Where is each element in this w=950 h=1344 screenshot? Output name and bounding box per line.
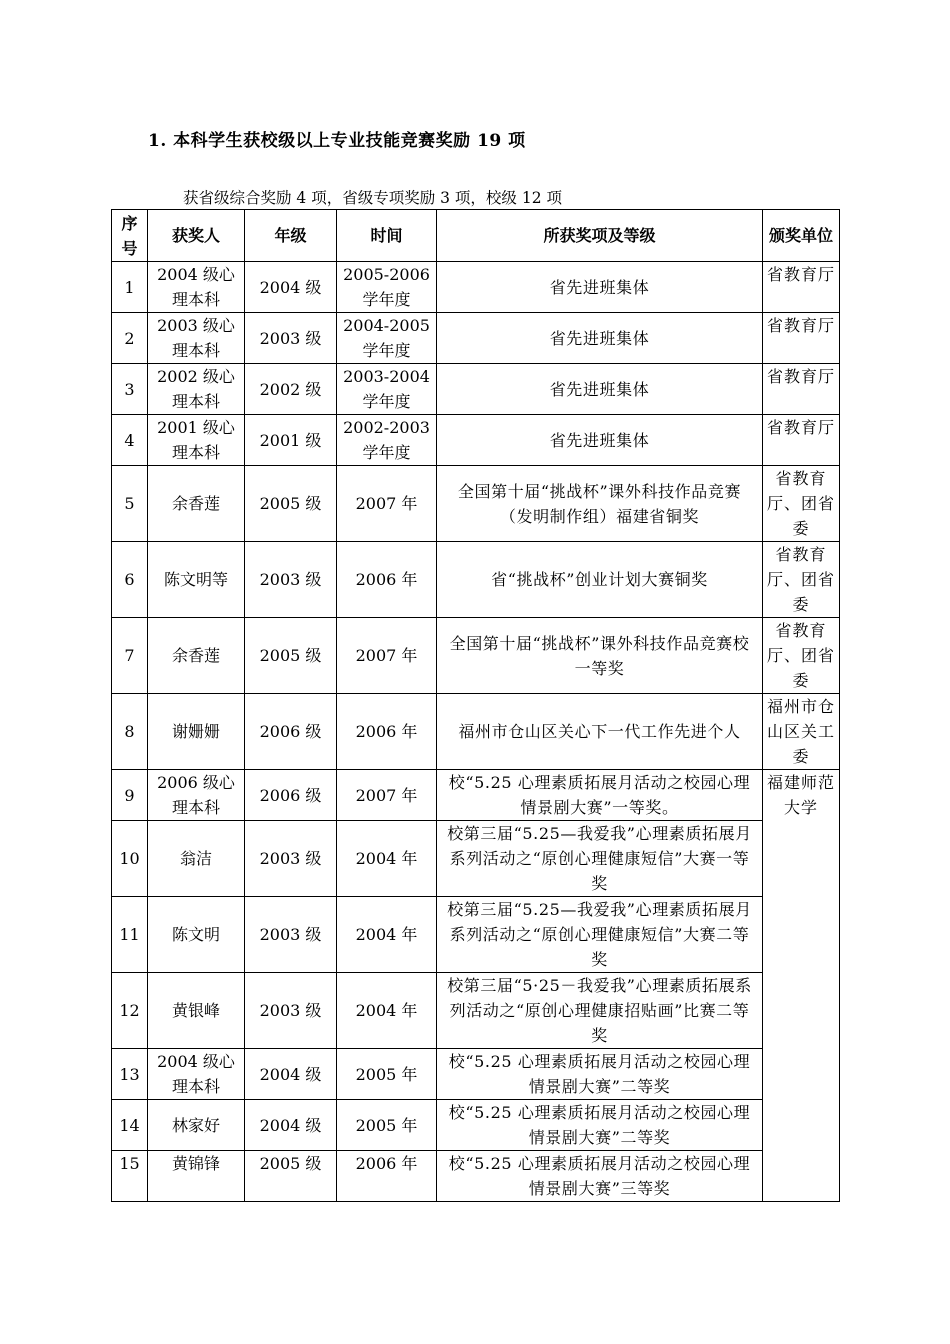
- cell-award: 省先进班集体: [437, 415, 763, 466]
- cell-grade: 2005 级: [245, 466, 337, 542]
- cell-grade: 2004 级: [245, 1049, 337, 1100]
- cell-no: 14: [112, 1100, 148, 1151]
- table-row: [112, 364, 840, 415]
- table-row: [112, 618, 840, 694]
- cell-time: 2004-2005 学年度: [337, 313, 437, 364]
- table-row: [112, 1049, 840, 1100]
- cell-award: 校“5.25 心理素质拓展月活动之校园心理情景剧大赛”二等奖: [437, 1049, 763, 1100]
- table-row: [112, 466, 840, 542]
- cell-winner: 余香莲: [148, 466, 245, 542]
- cell-no: 6: [112, 542, 148, 618]
- cell-winner: 2003 级心理本科: [148, 313, 245, 364]
- cell-no: 12: [112, 973, 148, 1049]
- cell-time: 2005-2006 学年度: [337, 262, 437, 313]
- table-row: [112, 897, 840, 973]
- cell-time: 2006 年: [337, 1151, 437, 1202]
- table-header-row: [112, 210, 840, 262]
- cell-winner: 翁洁: [148, 821, 245, 897]
- cell-award: 省先进班集体: [437, 313, 763, 364]
- awards-table: [111, 209, 840, 1202]
- header-time: 时间: [337, 210, 437, 262]
- cell-award: 省先进班集体: [437, 262, 763, 313]
- table-row: [112, 313, 840, 364]
- cell-award: 校第三届“5.25—我爱我”心理素质拓展月系列活动之“原创心理健康短信”大赛一等奖: [437, 821, 763, 897]
- section-heading: 1. 本科学生获校级以上专业技能竞赛奖励 19 项: [148, 131, 526, 151]
- cell-grade: 2006 级: [245, 770, 337, 821]
- cell-winner: 谢姗姗: [148, 694, 245, 770]
- cell-no: 3: [112, 364, 148, 415]
- cell-winner: 2001 级心理本科: [148, 415, 245, 466]
- cell-grade: 2003 级: [245, 542, 337, 618]
- cell-time: 2006 年: [337, 542, 437, 618]
- cell-time: 2004 年: [337, 821, 437, 897]
- cell-no: 10: [112, 821, 148, 897]
- cell-no: 15: [112, 1151, 148, 1202]
- cell-time: 2007 年: [337, 466, 437, 542]
- cell-no: 2: [112, 313, 148, 364]
- cell-time: 2007 年: [337, 770, 437, 821]
- cell-grade: 2003 级: [245, 821, 337, 897]
- table-row: [112, 973, 840, 1049]
- cell-winner: 陈文明等: [148, 542, 245, 618]
- cell-no: 1: [112, 262, 148, 313]
- cell-winner: 黄银峰: [148, 973, 245, 1049]
- cell-time: 2004 年: [337, 897, 437, 973]
- cell-no: 4: [112, 415, 148, 466]
- table-row: [112, 770, 840, 821]
- cell-winner: 陈文明: [148, 897, 245, 973]
- cell-time: 2002-2003 学年度: [337, 415, 437, 466]
- cell-grade: 2004 级: [245, 262, 337, 313]
- cell-no: 7: [112, 618, 148, 694]
- cell-winner: 林家好: [148, 1100, 245, 1151]
- cell-no: 13: [112, 1049, 148, 1100]
- table-row: [112, 415, 840, 466]
- cell-winner: 2002 级心理本科: [148, 364, 245, 415]
- cell-winner: 2004 级心理本科: [148, 1049, 245, 1100]
- cell-grade: 2005 级: [245, 1151, 337, 1202]
- header-issuer: 颁奖单位: [763, 210, 840, 262]
- cell-grade: 2003 级: [245, 973, 337, 1049]
- cell-no: 9: [112, 770, 148, 821]
- cell-issuer: 省教育厅: [763, 364, 840, 415]
- cell-issuer: 省教育厅: [763, 313, 840, 364]
- header-grade: 年级: [245, 210, 337, 262]
- cell-no: 8: [112, 694, 148, 770]
- cell-winner: 黄锦锋: [148, 1151, 245, 1202]
- cell-grade: 2003 级: [245, 313, 337, 364]
- cell-time: 2005 年: [337, 1100, 437, 1151]
- cell-award: 校“5.25 心理素质拓展月活动之校园心理情景剧大赛”一等奖。: [437, 770, 763, 821]
- cell-award: 省“挑战杯”创业计划大赛铜奖: [437, 542, 763, 618]
- cell-grade: 2006 级: [245, 694, 337, 770]
- table-row: [112, 821, 840, 897]
- table-row: [112, 262, 840, 313]
- cell-time: 2004 年: [337, 973, 437, 1049]
- cell-award: 省先进班集体: [437, 364, 763, 415]
- header-award: 所获奖项及等级: [437, 210, 763, 262]
- table-row: [112, 694, 840, 770]
- cell-issuer: 福州市仓山区关工委: [763, 694, 840, 770]
- cell-grade: 2003 级: [245, 897, 337, 973]
- cell-winner: 余香莲: [148, 618, 245, 694]
- cell-no: 5: [112, 466, 148, 542]
- cell-time: 2003-2004 学年度: [337, 364, 437, 415]
- cell-award: 全国第十届“挑战杯”课外科技作品竞赛校一等奖: [437, 618, 763, 694]
- header-no: 序号: [112, 210, 148, 262]
- header-winner: 获奖人: [148, 210, 245, 262]
- cell-grade: 2004 级: [245, 1100, 337, 1151]
- cell-issuer: 省教育厅: [763, 262, 840, 313]
- cell-issuer: 省教育厅、团省委: [763, 542, 840, 618]
- cell-issuer: 省教育厅、团省委: [763, 466, 840, 542]
- cell-issuer: 省教育厅: [763, 415, 840, 466]
- cell-no: 11: [112, 897, 148, 973]
- table-row: [112, 542, 840, 618]
- award-summary: 获省级综合奖励 4 项，省级专项奖励 3 项，校级 12 项: [183, 189, 563, 207]
- cell-winner: 2006 级心理本科: [148, 770, 245, 821]
- cell-award: 校第三届“5.25—我爱我”心理素质拓展月系列活动之“原创心理健康短信”大赛二等奖: [437, 897, 763, 973]
- cell-grade: 2001 级: [245, 415, 337, 466]
- cell-issuer: 省教育厅、团省委: [763, 618, 840, 694]
- cell-time: 2007 年: [337, 618, 437, 694]
- cell-issuer: 福建师范大学: [763, 770, 840, 1202]
- cell-winner: 2004 级心理本科: [148, 262, 245, 313]
- table-row: [112, 1100, 840, 1151]
- cell-grade: 2002 级: [245, 364, 337, 415]
- cell-grade: 2005 级: [245, 618, 337, 694]
- cell-award: 校“5.25 心理素质拓展月活动之校园心理情景剧大赛”三等奖: [437, 1151, 763, 1202]
- cell-time: 2005 年: [337, 1049, 437, 1100]
- cell-award: 校第三届“5·25－我爱我”心理素质拓展系列活动之“原创心理健康招贴画”比赛二等奖: [437, 973, 763, 1049]
- cell-time: 2006 年: [337, 694, 437, 770]
- table-row: [112, 1151, 840, 1202]
- cell-award: 全国第十届“挑战杯”课外科技作品竞赛（发明制作组）福建省铜奖: [437, 466, 763, 542]
- cell-award: 校“5.25 心理素质拓展月活动之校园心理情景剧大赛”二等奖: [437, 1100, 763, 1151]
- cell-award: 福州市仓山区关心下一代工作先进个人: [437, 694, 763, 770]
